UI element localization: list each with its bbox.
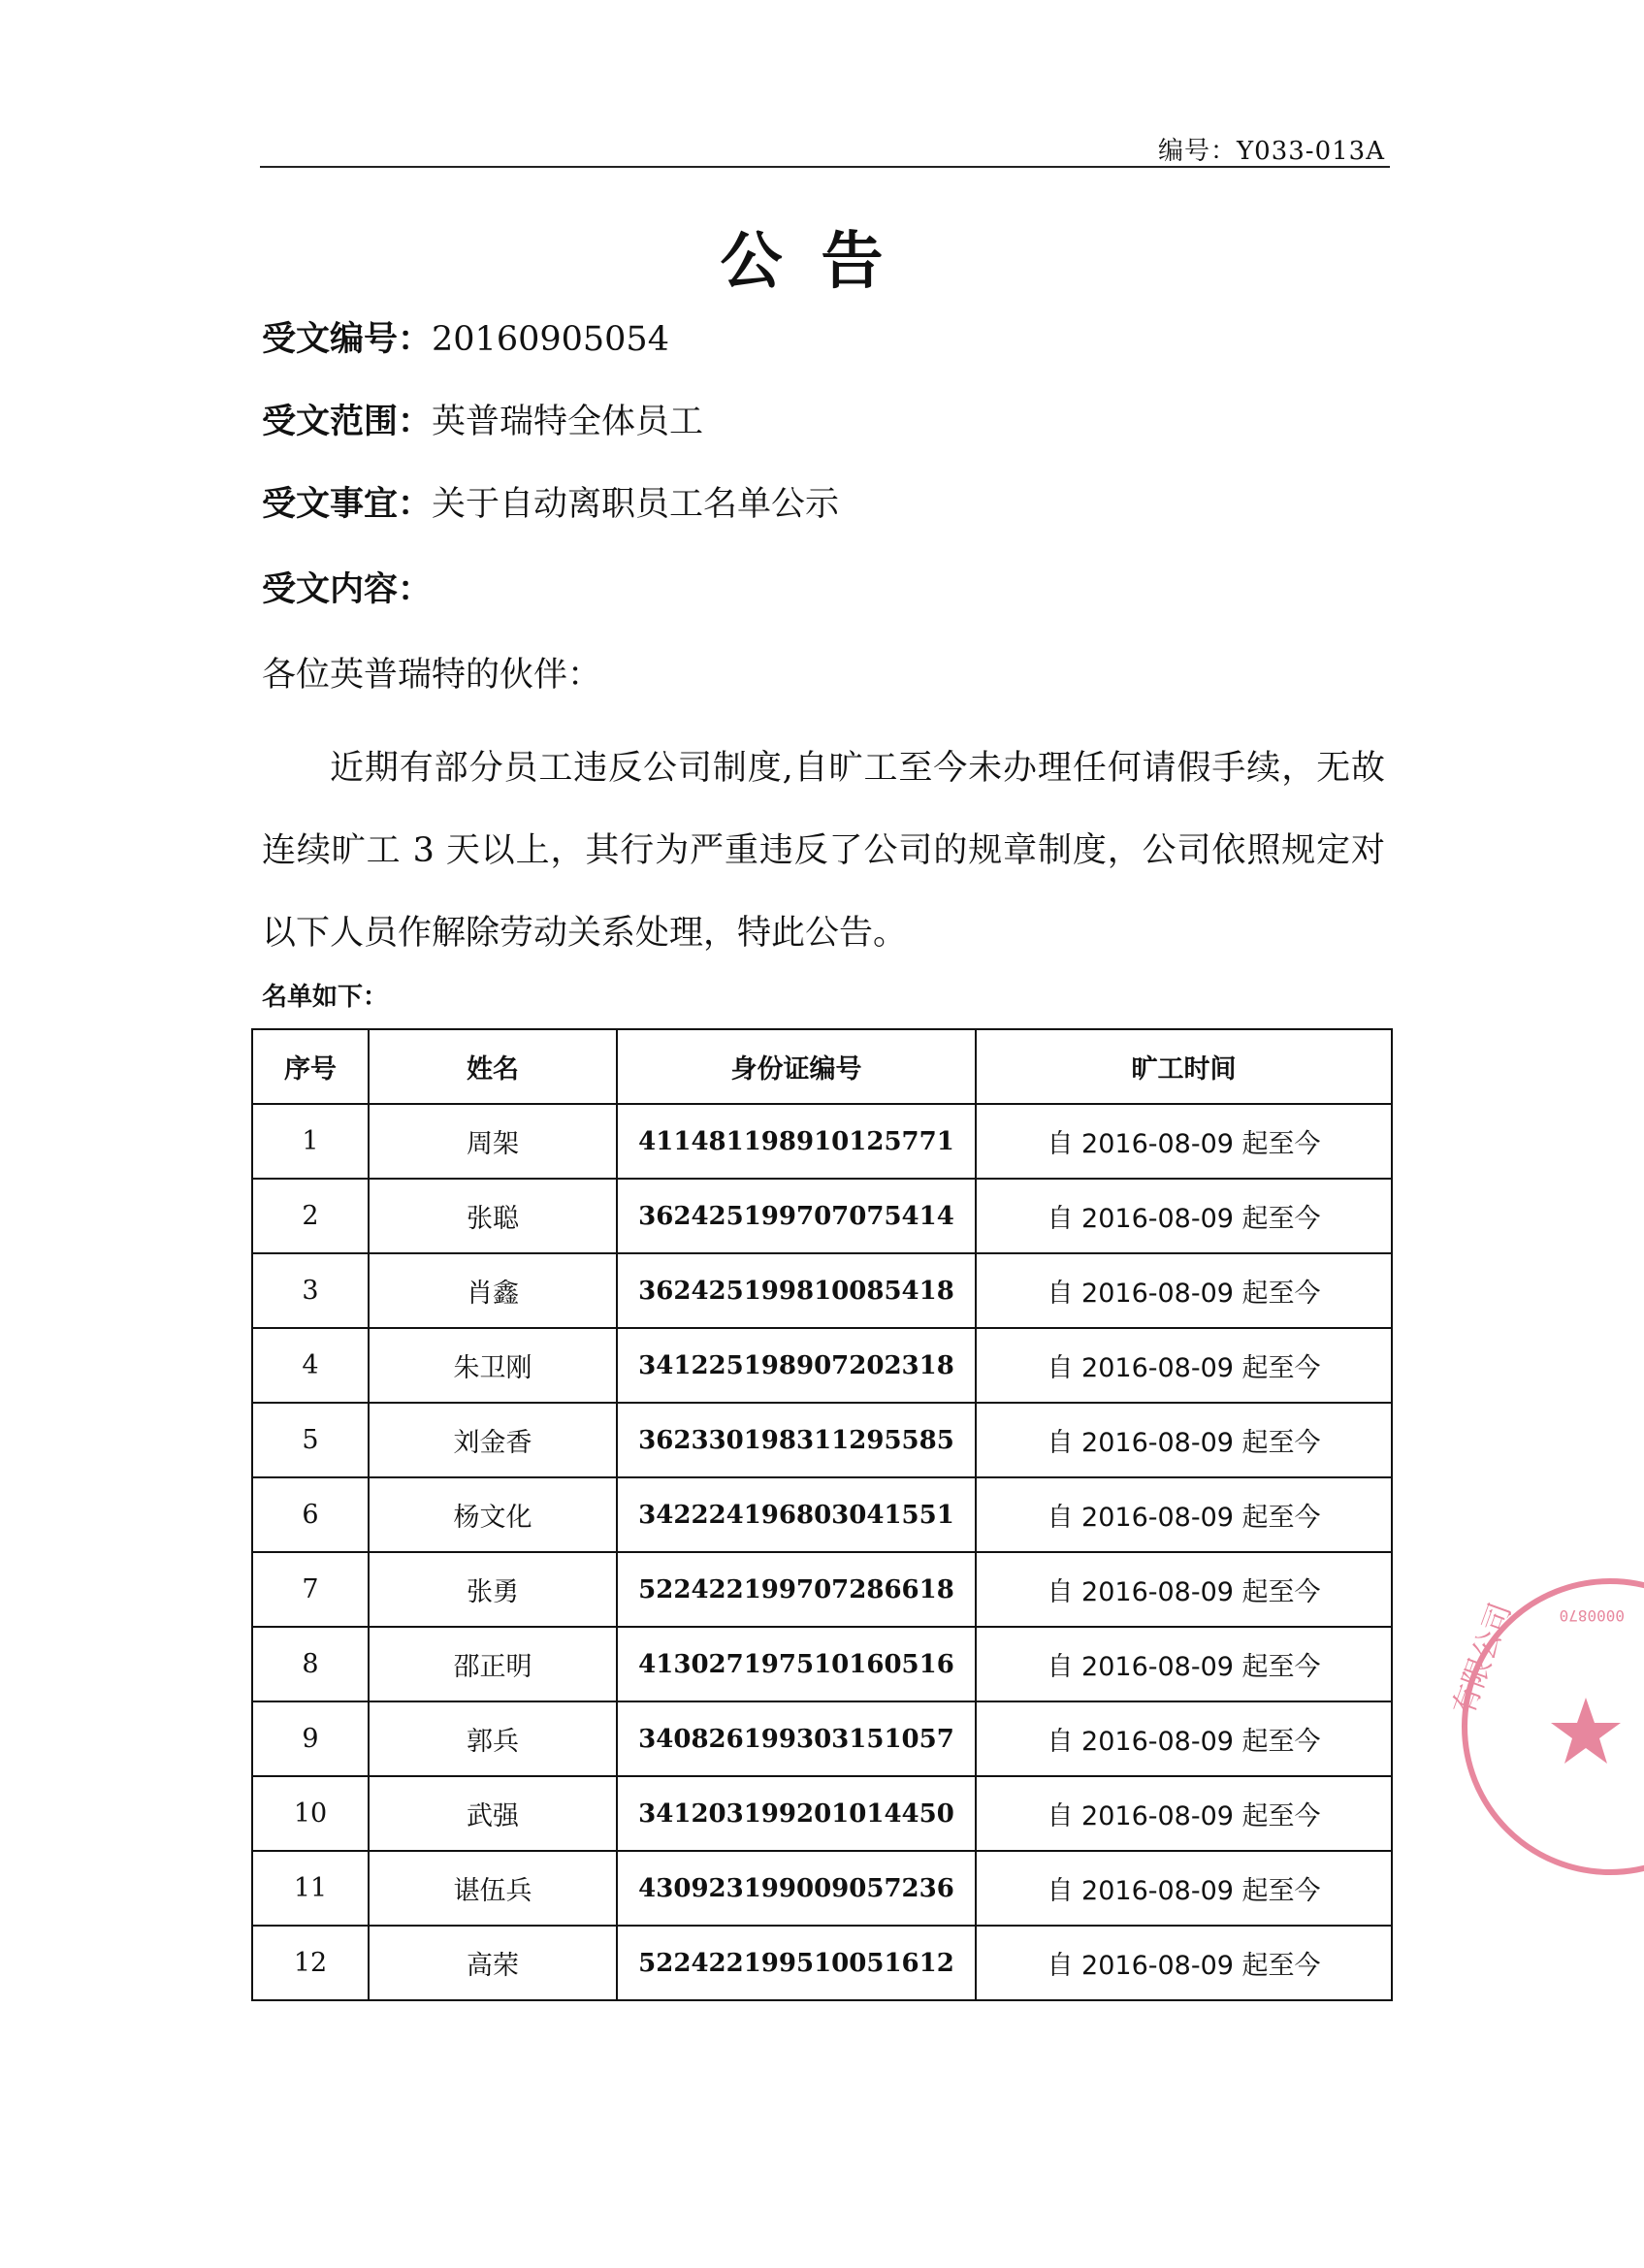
cell-id-number: 430923199009057236 (617, 1851, 976, 1926)
company-seal (1411, 1571, 1644, 1872)
notice-paragraph: 近期有部分员工违反公司制度,自旷工至今未办理任何请假手续，无故连续旷工 3 天以上，其行为严重违反了公司的规章制度，公司依照规定对以下人员作解除劳动关系处理，特此公告。 (262, 749, 1385, 953)
cell-absence-period: 自 2016-08-09 起至今 (976, 1701, 1392, 1776)
field-subject-value: 关于自动离职员工名单公示 (432, 485, 840, 524)
cell-name: 邵正明 (369, 1627, 617, 1701)
cell-absence-period: 自 2016-08-09 起至今 (976, 1253, 1392, 1328)
field-content-label: 受文内容： (262, 570, 433, 609)
cell-serial: 9 (252, 1701, 369, 1776)
cell-name: 高荣 (369, 1926, 617, 2000)
table-row (252, 1851, 1392, 1926)
cell-id-number: 522422199510051612 (617, 1926, 976, 2000)
cell-absence-period: 自 2016-08-09 起至今 (976, 1403, 1392, 1477)
cell-id-number: 362425199707075414 (617, 1179, 976, 1253)
cell-absence-period: 自 2016-08-09 起至今 (976, 1552, 1392, 1627)
cell-serial: 10 (252, 1776, 369, 1851)
cell-name: 张勇 (369, 1552, 617, 1627)
table-row (252, 1328, 1392, 1403)
cell-absence-period: 自 2016-08-09 起至今 (976, 1627, 1392, 1701)
cell-serial: 1 (252, 1104, 369, 1179)
field-scope-value: 英普瑞特全体员工 (432, 403, 704, 441)
field-doc-number-label: 受文编号： (262, 320, 433, 359)
cell-serial: 4 (252, 1328, 369, 1403)
table-row (252, 1403, 1392, 1477)
header-serial: 序号 (252, 1029, 369, 1104)
cell-serial: 12 (252, 1926, 369, 2000)
cell-absence-period: 自 2016-08-09 起至今 (976, 1104, 1392, 1179)
seal-serial: 0000870 (1559, 1606, 1625, 1625)
page-title: 公告 (720, 226, 922, 298)
cell-absence-period: 自 2016-08-09 起至今 (976, 1179, 1392, 1253)
header-rule (260, 166, 1390, 168)
field-doc-number (262, 312, 669, 361)
cell-name: 谌伍兵 (369, 1851, 617, 1926)
cell-id-number: 340826199303151057 (617, 1701, 976, 1776)
cell-serial: 7 (252, 1552, 369, 1627)
field-scope-label: 受文范围： (262, 403, 433, 441)
seal-text: 有限公司 (1446, 1599, 1519, 1720)
cell-id-number: 413027197510160516 (617, 1627, 976, 1701)
cell-id-number: 341225198907202318 (617, 1328, 976, 1403)
cell-name: 杨文化 (369, 1477, 617, 1552)
cell-serial: 5 (252, 1403, 369, 1477)
cell-name: 刘金香 (369, 1403, 617, 1477)
field-scope (262, 395, 703, 443)
table-row (252, 1627, 1392, 1701)
staff-table-body (252, 1104, 1392, 2000)
cell-name: 朱卫刚 (369, 1328, 617, 1403)
cell-id-number: 342224196803041551 (617, 1477, 976, 1552)
staff-table (251, 1028, 1393, 2001)
header-id-number: 身份证编号 (617, 1029, 976, 1104)
cell-id-number: 522422199707286618 (617, 1552, 976, 1627)
cell-absence-period: 自 2016-08-09 起至今 (976, 1477, 1392, 1552)
cell-serial: 3 (252, 1253, 369, 1328)
field-doc-number-value: 20160905054 (432, 320, 669, 359)
field-subject-label: 受文事宜： (262, 485, 433, 524)
cell-absence-period: 自 2016-08-09 起至今 (976, 1926, 1392, 2000)
cell-serial: 6 (252, 1477, 369, 1552)
cell-id-number: 341203199201014450 (617, 1776, 976, 1851)
table-row (252, 1776, 1392, 1851)
cell-absence-period: 自 2016-08-09 起至今 (976, 1776, 1392, 1851)
cell-id-number: 362425199810085418 (617, 1253, 976, 1328)
table-header-row (252, 1029, 1392, 1104)
cell-name: 周架 (369, 1104, 617, 1179)
cell-absence-period: 自 2016-08-09 起至今 (976, 1328, 1392, 1403)
cell-name: 武强 (369, 1776, 617, 1851)
table-row (252, 1477, 1392, 1552)
cell-absence-period: 自 2016-08-09 起至今 (976, 1851, 1392, 1926)
cell-name: 张聪 (369, 1179, 617, 1253)
cell-serial: 11 (252, 1851, 369, 1926)
table-row (252, 1179, 1392, 1253)
document-number: 编号：Y033-013A (1158, 137, 1385, 166)
table-row (252, 1104, 1392, 1179)
table-row (252, 1552, 1392, 1627)
field-content (262, 563, 432, 611)
cell-name: 郭兵 (369, 1701, 617, 1776)
header-name: 姓名 (369, 1029, 617, 1104)
cell-name: 肖鑫 (369, 1253, 617, 1328)
table-row (252, 1701, 1392, 1776)
header-absence-period: 旷工时间 (976, 1029, 1392, 1104)
cell-serial: 2 (252, 1179, 369, 1253)
cell-id-number: 362330198311295585 (617, 1403, 976, 1477)
cell-serial: 8 (252, 1627, 369, 1701)
star-icon (1551, 1698, 1621, 1764)
table-row (252, 1253, 1392, 1328)
list-label: 名单如下： (262, 983, 389, 1012)
field-subject (262, 477, 839, 526)
salutation: 各位英普瑞特的伙伴： (262, 656, 602, 695)
table-row (252, 1926, 1392, 2000)
cell-id-number: 411481198910125771 (617, 1104, 976, 1179)
